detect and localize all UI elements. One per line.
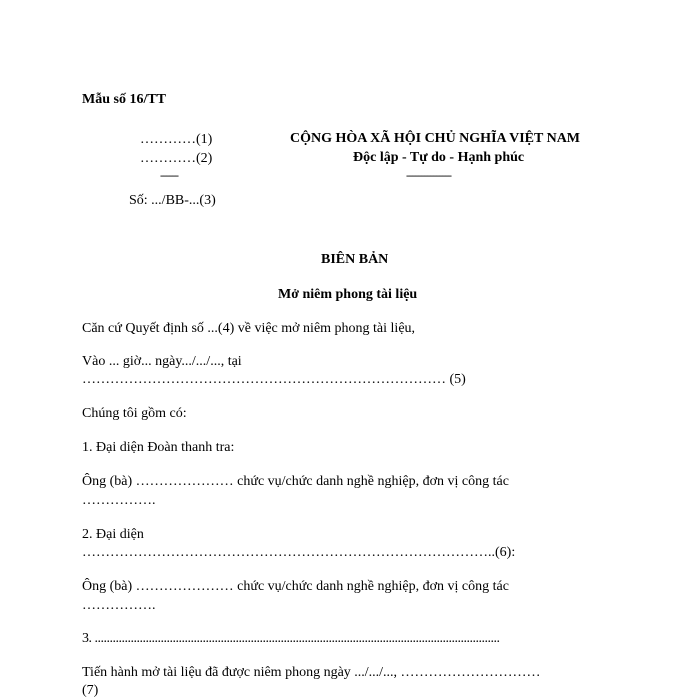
document-title: BIÊN BẢN — [321, 252, 389, 267]
action-line: Tiến hành mở tài liệu đã được niêm phong ngày .../.../..., ………………………… — [82, 665, 541, 680]
rep2-person-continuation: ……………. — [82, 598, 156, 613]
place-fill-line: …………………………………………………………………… (5) — [82, 372, 466, 387]
agency-line-1: …………(1) — [140, 132, 213, 147]
rep2-fill-line: ……………………………………………………………………………..(6): — [82, 545, 516, 560]
action-continuation: (7) — [82, 683, 99, 698]
country-name: CỘNG HÒA XÃ HỘI CHỦ NGHĨA VIỆT NAM — [290, 131, 581, 146]
national-motto: Độc lập - Tự do - Hạnh phúc — [353, 150, 525, 165]
agency-divider: ------ — [160, 168, 178, 182]
basis-paragraph: Căn cứ Quyết định số ...(4) về việc mở niêm phong tài liệu, — [82, 321, 416, 336]
document-subtitle: Mở niêm phong tài liệu — [278, 287, 418, 302]
rep1-person-continuation: ……………. — [82, 493, 156, 508]
form-number: Mẫu số 16/TT — [82, 92, 167, 107]
rep3-line: 3. ....................................................................................................................................... — [82, 631, 500, 646]
rep2-person-line: Ông (bà) ………………… chức vụ/chức danh nghề nghiệp, đơn vị công tác — [82, 579, 509, 594]
participants-intro: Chúng tôi gồm có: — [82, 406, 187, 421]
rep2-heading: 2. Đại diện — [82, 527, 144, 542]
agency-line-2: …………(2) — [140, 151, 213, 166]
rep1-person-line: Ông (bà) ………………… chức vụ/chức danh nghề nghiệp, đơn vị công tác — [82, 474, 509, 489]
rep1-heading: 1. Đại diện Đoàn thanh tra: — [82, 440, 235, 455]
motto-divider: --------------- — [406, 168, 451, 182]
document-number: Số: .../BB-...(3) — [129, 193, 216, 208]
time-place-line: Vào ... giờ... ngày.../.../..., tại — [82, 354, 242, 369]
